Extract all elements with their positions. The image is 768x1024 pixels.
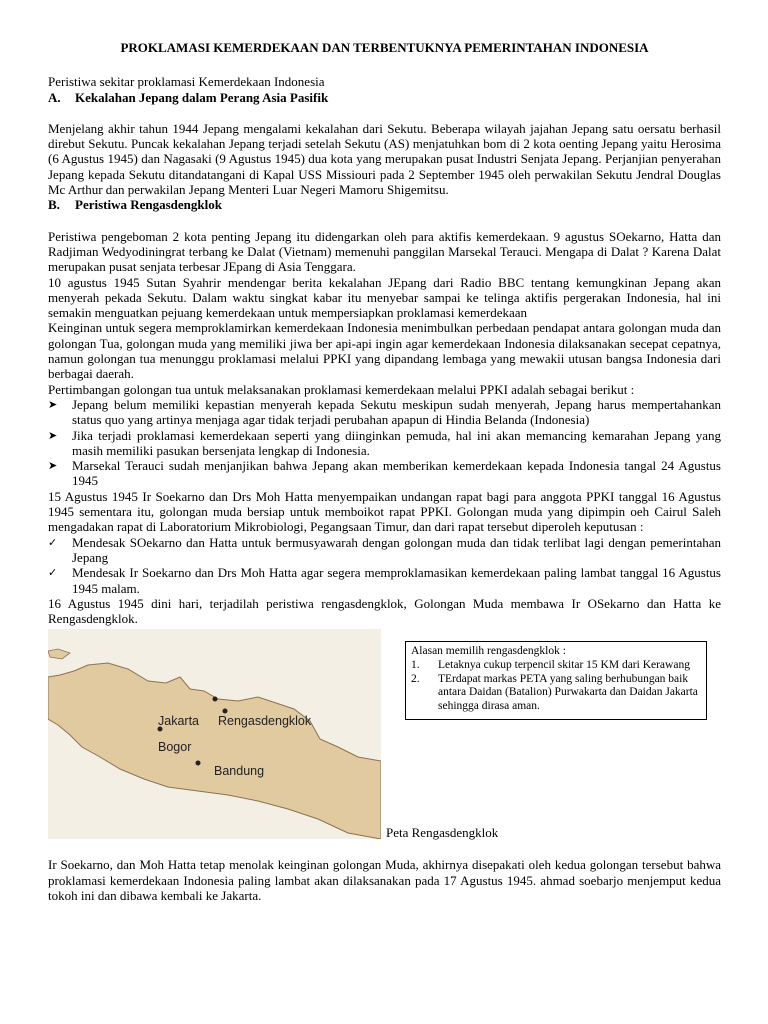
reason-list [411,659,701,713]
arrow-bullet-icon: ➤ [48,428,58,442]
section-b-paragraph-2: 10 agustus 1945 Sutan Syahrir mendengar berita kekalahan JEpang dari Radio BBC tentang kemungkinan Jepang akan menyerah pekada Sekutu. Dalam waktu singkat kabar itu menyebar sampai ke telinga aktifis pergerakan Indonesia, hal ini semakin menguatkan pejuang kemerdekaan untuk mempersiapkan proklamasi kemerdekaan [48,274,721,321]
jakarta-dot [213,697,218,702]
reason-box-title: Alasan memilih rengasdengklok : [411,645,566,658]
arrow-bullet-list [48,397,721,489]
reason-box [405,641,707,720]
rengasdengklok-map [48,629,381,839]
figure-row [48,629,721,843]
section-b-paragraph-1: Peristiwa pengeboman 2 kota penting Jepang itu didengarkan oleh para aktifis kemerdekaan. 9 agustus SOekarno, Hatta dan Radjiman Wedyodiningrat terbang ke Dalat (Vietnam) memenuhi panggilan Marsekal Terauci. Mengapa di Dalat ? Karena Dalat merupakan pusat senjata terbesar JEpang di Asia Tenggara. [48,228,721,275]
arrow-bullet-icon: ➤ [48,459,58,473]
section-b-paragraph-6: 16 Agustus 1945 dini hari, terjadilah peristiwa rengasdengklok, Golongan Muda membawa Ir OSekarno dan Hatta ke Rengasdengklok. [48,595,721,627]
java-map-image [48,629,381,839]
map-caption: Peta Rengasdengklok [386,825,499,841]
list-item: ➤ Jika terjadi proklamasi kemerdekaan seperti yang diinginkan pemuda, hal ini akan memancing kemarahan Jepang yang masih memiliki pasukan bersenjata lengkap di Indonesia. [48,427,721,458]
bogor-label: Bogor [158,740,192,755]
list-item: ➤ Jepang belum memiliki kepastian menyerah kepada Sekutu meskipun sudah menyerah, Jepang harus mempertahankan status quo yang artinya menjaga agar tidak terjadi perubahan apapun di Hindia Belanda (Indonesia) [48,396,721,428]
document-page [48,40,721,903]
bandung-dot [196,761,201,766]
section-b-paragraph-5: 15 Agustus 1945 Ir Soekarno dan Drs Moh Hatta menyempaikan undangan rapat bagi para anggota PPKI tanggal 16 Agustus 1945 sementara itu, golongan muda bersiap untuk memboikot rapat PPKI. Golongan muda yang dipimpin oeh Cairul Saleh mengadakan rapat di Laboratorium Mikrobiologi, Pegangsaan Timur, dan dari rapat tersebut diperoleh keputusan : [48,488,721,535]
bandung-label: Bandung [214,764,265,779]
list-item: 2. TErdapat markas PETA yang saling berhubungan baik antara Daidan (Batalion) Purwakarta dan Daidan Jakarta sehingga dirasa aman. [411,672,698,712]
section-b-number: B. [48,197,60,213]
document-title: PROKLAMASI KEMERDEKAAN DAN TERBENTUKNYA PEMERINTAHAN INDONESIA [120,40,649,55]
section-a-paragraph: Menjelang akhir tahun 1944 Jepang mengalami kekalahan dari Sekutu. Beberapa wilayah jajahan Jepang satu oersatu berhasil direbut Sekutu. Puncak kekalahan Jepang terjadi setelah Sekutu (AS) menjatuhkan bom di 2 kota oenting Jepang yaitu Herosima (6 Agustus 1945) dan Nagasaki (9 Agustus 1945) dua kota yang merupakan pusat Industri Senjata Jepang. Perjanjian penyerahan Jepang kepada Sekutu ditandatangani di Kapal USS Missiouri pada 2 September 1945 oleh perwakilan Sekutu Jendral Douglas Mc Arthur dan perwakilan Jepang Menteri Luar Negeri Mamoru Shigemitsu. [48,120,721,198]
rengasdengklok-label: Rengasdengklok [218,714,312,729]
section-b-title: Peristiwa Rengasdengklok [75,197,222,213]
list-item: ✓ Mendesak Ir Soekarno dan Drs Moh Hatta agar segera memproklamasikan kemerdekaan paling lambat tanggal 16 Agustus 1945 malam. [48,565,721,596]
check-bullet-list [48,535,721,596]
section-a-heading [48,90,721,105]
section-a-number: A. [48,89,61,105]
section-a-title: Kekalahan Jepang dalam Perang Asia Pasifik [75,89,329,105]
section-b-heading [48,197,721,212]
intro-line: Peristiwa sekitar proklamasi Kemerdekaan Indonesia [48,74,325,90]
closing-paragraph: Ir Soekarno, dan Moh Hatta tetap menolak keinginan golongan Muda, akhirnya disepakati oleh kedua golongan tersebut bahwa proklamasi kemerdekaan Indonesia paling lambat akan dilaksanakan pada 17 Agustus 1945. ahmad soebarjo menjemput kedua tokoh ini dan dibawa kembali ke Jakarta. [48,857,721,903]
list-item: ➤ Marsekal Terauci sudah menjanjikan bahwa Jepang akan memberikan kemerdekaan kepada Indonesia tangal 24 Agustus 1945 [48,458,721,489]
list-item: ✓ Mendesak SOekarno dan Hatta untuk bermusyawarah dengan golongan muda dan tidak terlibat lagi dengan pemerintahan Jepang [48,534,721,565]
checkmark-icon: ✓ [48,566,58,580]
section-b-paragraph-3: Keinginan untuk segera memproklamirkan kemerdekaan Indonesia menimbulkan perbedaan pendapat antara golongan muda dan golongan Tua, golongan muda yang memiliki jiwa ber api-api ingin agar kemerdekaan Indonesia dilaksanakan secepat cepatnya, namun golongan tua menunggu proklamasi melalui PPKI yang dipandang lembaga yang mewakii utusan bangsa Indonesia dari berbagai daerah. [48,320,721,382]
arrow-bullet-icon: ➤ [48,397,58,411]
section-b-paragraph-4: Pertimbangan golongan tua untuk melaksanakan proklamasi kemerdekaan melalui PPKI adalah sebagai berikut : [48,381,635,397]
jakarta-label: Jakarta [158,714,199,729]
list-item: 1. Letaknya cukup terpencil skitar 15 KM dari Kerawang [411,658,690,671]
rengasdengklok-dot [223,709,228,714]
checkmark-icon: ✓ [48,535,58,549]
